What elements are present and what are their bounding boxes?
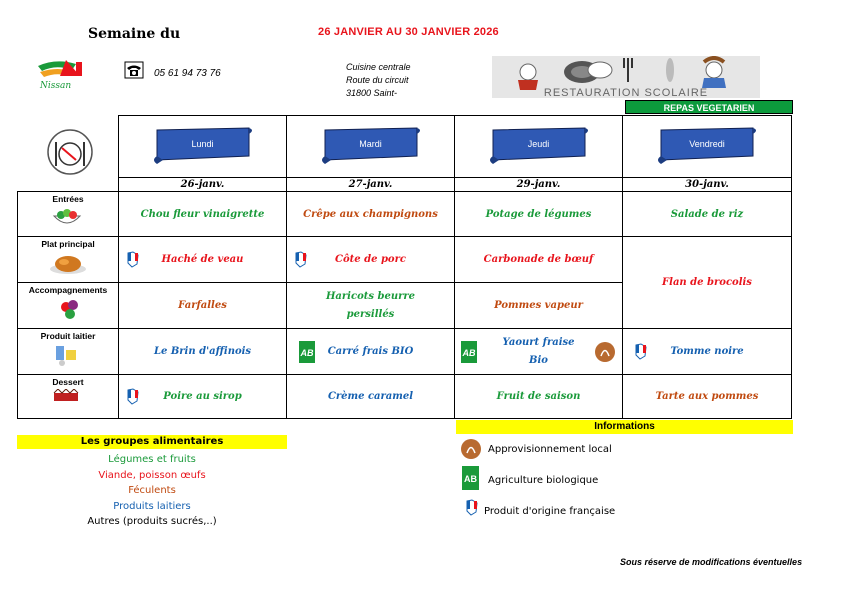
day-header-jeudi [455,116,623,178]
salad-icon [52,208,82,228]
food-group-item: Produits laitiers [113,500,191,512]
table-row [18,375,792,419]
municipality-logo [36,56,96,92]
local-sourcing-icon [594,341,616,363]
info-item-local: Approvisionnement local [488,444,612,455]
scroll-icon [655,126,759,164]
menu-cell [623,329,792,375]
row-label: Entrées [52,194,84,204]
table-row [18,192,792,237]
row-label-cell [18,283,119,329]
day-date: 26-janv. [119,178,287,192]
row-label-cell [18,375,119,419]
ab-label: AB [462,347,476,358]
kitchen-address [346,61,411,100]
informations-title: Informations [456,420,793,434]
menu-cell: Potage de légumes [455,192,623,237]
organic-ab-icon [299,341,315,363]
phone-icon [124,61,144,79]
menu-cell: Le Brin d'affinois [119,329,287,375]
french-origin-icon [125,250,141,270]
table-row [18,237,792,283]
row-label-cell [18,329,119,375]
address-line: Cuisine centrale [346,62,411,72]
logo-text: Nissan [40,81,72,91]
disclaimer: Sous réserve de modifications éventuelles [620,557,803,567]
organic-ab-icon [461,341,477,363]
banner-text: RESTAURATION SCOLAIRE [543,87,709,98]
menu-cell [287,329,455,375]
food-group-item: Féculents [128,485,176,496]
row-label: Produit laitier [40,331,96,341]
menu-item: Tomme noire [670,346,744,357]
roast-chicken-icon [48,253,88,275]
day-header-lundi [119,116,287,178]
dates-row [18,178,792,192]
table-row [18,329,792,375]
menu-cell [455,329,623,375]
info-item-french-origin: Produit d'origine française [484,506,616,517]
row-label: Plat principal [41,239,95,249]
day-header-mardi [287,116,455,178]
address-line: Route du circuit [346,75,409,85]
row-label: Accompagnements [28,285,108,295]
semaine-label: Semaine du [88,26,181,42]
day-name: Lundi [191,139,214,149]
scroll-icon [487,126,591,164]
scroll-icon [319,126,423,164]
menu-cell: Farfalles [119,283,287,329]
vegetables-icon [60,297,80,321]
menu-item: Carré frais BIO [327,346,414,357]
day-name: Mardi [359,139,382,149]
row-label-cell [18,237,119,283]
scroll-icon [151,126,255,164]
menu-cell: Fruit de saison [455,375,623,419]
local-sourcing-icon [460,438,482,460]
week-dates: 26 JANVIER AU 30 JANVIER 2026 [318,26,499,38]
menu-item: Haricots beurre persillés [325,290,415,320]
menu-item: Yaourt fraise Bio [502,336,575,366]
food-groups-list [17,452,287,530]
food-group-item: Autres (produits sucrés,..) [87,516,217,527]
ab-label: AB [300,347,314,358]
menu-item: Côte de porc [335,254,406,265]
day-date: 27-janv. [287,178,455,192]
french-origin-icon [464,498,480,518]
menu-cell: Flan de brocolis [623,237,792,329]
menu-cell: Carbonade de bœuf [455,237,623,283]
dessert-icon [52,389,80,405]
menu-cell: Pommes vapeur [455,283,623,329]
vegetarian-label: REPAS VEGETARIEN [625,100,793,114]
menu-cell [119,237,287,283]
dairy-icon [54,342,80,366]
day-date: 29-janv. [455,178,623,192]
menu-cell [287,283,455,329]
day-name: Vendredi [689,139,725,149]
menu-cell: Salade de riz [623,192,792,237]
day-date: 30-janv. [623,178,792,192]
address-line: 31800 Saint- [346,88,398,98]
menu-cell: Crème caramel [287,375,455,419]
restauration-scolaire-banner [492,56,760,98]
menu-cell: Chou fleur vinaigrette [119,192,287,237]
days-header-row [18,116,792,178]
menu-item: Poire au sirop [163,391,242,402]
french-origin-icon [125,387,141,407]
menu-cell: Tarte aux pommes [623,375,792,419]
day-header-vendredi [623,116,792,178]
ab-label: AB [464,474,477,484]
french-origin-icon [293,250,309,270]
menu-cell [287,237,455,283]
menu-item: Haché de veau [161,254,244,265]
phone-number: 05 61 94 73 76 [154,68,221,79]
organic-ab-icon [462,466,479,490]
info-item-organic: Agriculture biologique [488,475,599,486]
day-name: Jeudi [527,139,550,149]
menu-cell [119,375,287,419]
menu-cell: Crêpe aux champignons [287,192,455,237]
food-groups-title: Les groupes alimentaires [17,435,287,449]
row-label: Dessert [52,377,84,387]
row-label-cell [18,192,119,237]
food-group-item: Légumes et fruits [108,454,196,465]
weekly-menu-table [17,115,792,419]
french-origin-icon [633,342,649,362]
food-group-item: Viande, poisson œufs [98,469,206,481]
